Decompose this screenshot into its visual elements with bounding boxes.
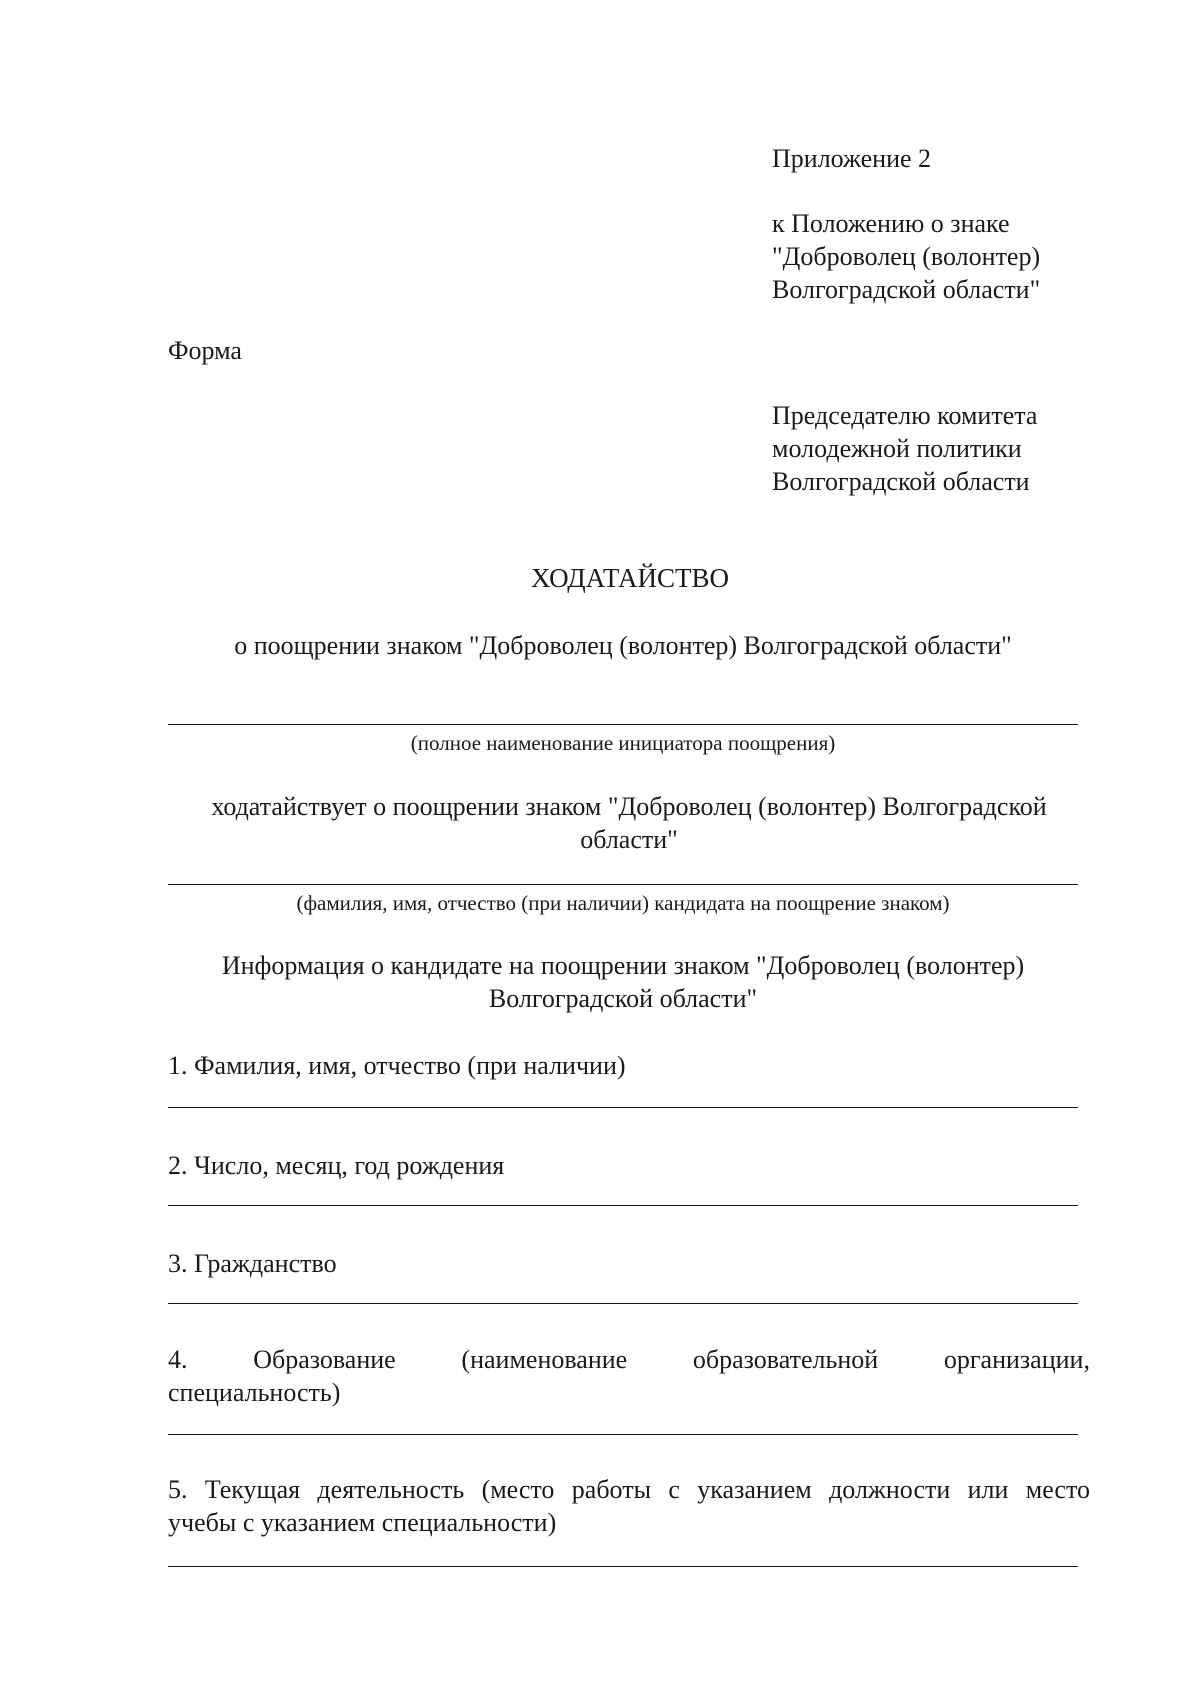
document-title: ХОДАТАЙСТВО [531, 563, 729, 593]
addressee-line-1: Председателю комитета [772, 401, 1038, 430]
item-1-label: 1. Фамилия, имя, отчество (при наличии) [168, 1051, 626, 1080]
item-3-answer-line[interactable] [168, 1303, 1078, 1304]
item-3-label: 3. Гражданство [168, 1249, 337, 1278]
form-label: Форма [168, 336, 242, 365]
item-4-word: организации, [943, 1345, 1090, 1374]
petition-line-2: области" [580, 825, 678, 854]
addressee-line-2: молодежной политики [772, 434, 1022, 463]
annex-reference-line-1: к Положению о знаке [772, 209, 1010, 238]
annex-number: Приложение 2 [772, 144, 932, 173]
annex-reference-line-3: Волгоградской области" [772, 275, 1041, 304]
annex-reference-line-2: "Доброволец (волонтер) [772, 242, 1041, 271]
item-5-answer-line[interactable] [168, 1566, 1078, 1567]
addressee-line-3: Волгоградской области [772, 467, 1030, 496]
item-4-answer-line[interactable] [168, 1434, 1078, 1435]
initiator-caption: (полное наименование инициатора поощрения) [410, 731, 836, 755]
info-heading-line-1: Информация о кандидате на поощрении знаком "Доброволец (волонтер) [221, 951, 1025, 980]
candidate-caption: (фамилия, имя, отчество (при наличии) кандидата на поощрение знаком) [296, 891, 950, 915]
item-5-label-line-2: учебы с указанием специальности) [168, 1508, 557, 1537]
petition-line-1: ходатайствует о поощрении знаком "Доброволец (волонтер) Волгоградской [211, 792, 1047, 821]
item-4-label-line-1 [168, 1344, 1090, 1376]
item-4-word: 4. [168, 1345, 188, 1374]
info-heading-line-2: Волгоградской области" [488, 984, 758, 1013]
item-2-label: 2. Число, месяц, год рождения [168, 1151, 505, 1180]
initiator-name-line[interactable] [168, 724, 1078, 725]
item-5-label-line-1: 5. Текущая деятельность (место работы с указанием должности или место [168, 1475, 1090, 1504]
item-4-label-line-2: специальность) [168, 1378, 341, 1407]
item-2-answer-line[interactable] [168, 1205, 1078, 1206]
candidate-name-line[interactable] [168, 884, 1078, 885]
item-4-word: образовательной [692, 1345, 879, 1374]
item-4-word: (наименование [461, 1345, 628, 1374]
item-1-answer-line[interactable] [168, 1107, 1078, 1108]
item-4-word: Образование [253, 1345, 396, 1374]
document-subtitle: о поощрении знаком "Доброволец (волонтер) Волгоградской области" [234, 631, 1012, 660]
